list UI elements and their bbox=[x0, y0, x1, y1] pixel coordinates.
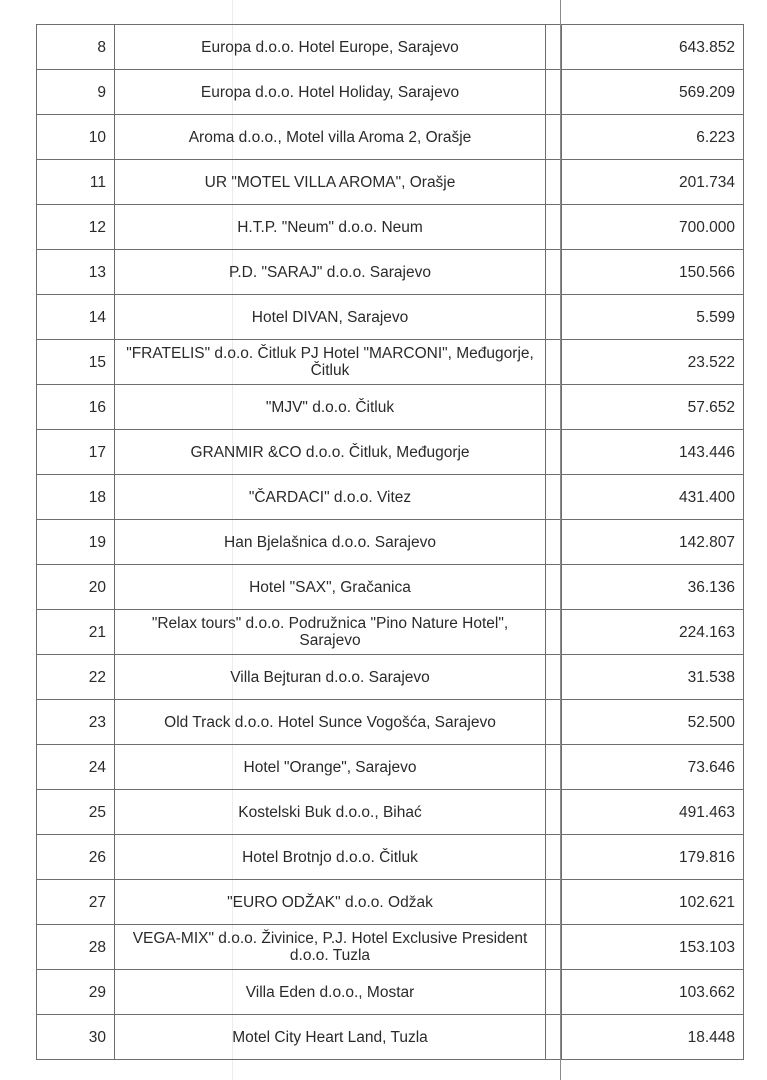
hotel-name: Villa Eden d.o.o., Mostar bbox=[115, 970, 546, 1015]
row-number: 9 bbox=[37, 70, 115, 115]
row-number: 30 bbox=[37, 1015, 115, 1060]
table-row bbox=[37, 880, 744, 925]
amount-value: 102.621 bbox=[562, 880, 744, 925]
amount-value: 5.599 bbox=[562, 295, 744, 340]
amount-value: 643.852 bbox=[562, 25, 744, 70]
amount-value: 491.463 bbox=[562, 790, 744, 835]
row-number: 29 bbox=[37, 970, 115, 1015]
row-number: 13 bbox=[37, 250, 115, 295]
amount-value: 569.209 bbox=[562, 70, 744, 115]
amount-value: 431.400 bbox=[562, 475, 744, 520]
table-row bbox=[37, 970, 744, 1015]
hotel-name: Villa Bejturan d.o.o. Sarajevo bbox=[115, 655, 546, 700]
table-row bbox=[37, 745, 744, 790]
hotel-name: "ČARDACI" d.o.o. Vitez bbox=[115, 475, 546, 520]
amount-value: 700.000 bbox=[562, 205, 744, 250]
table-row bbox=[37, 610, 744, 655]
row-number: 21 bbox=[37, 610, 115, 655]
hotel-name: Hotel Brotnjo d.o.o. Čitluk bbox=[115, 835, 546, 880]
table-row bbox=[37, 205, 744, 250]
amount-value: 52.500 bbox=[562, 700, 744, 745]
hotel-name: Motel City Heart Land, Tuzla bbox=[115, 1015, 546, 1060]
row-number: 10 bbox=[37, 115, 115, 160]
row-number: 19 bbox=[37, 520, 115, 565]
amount-value: 201.734 bbox=[562, 160, 744, 205]
table-row bbox=[37, 565, 744, 610]
table-row bbox=[37, 790, 744, 835]
table-row bbox=[37, 835, 744, 880]
hotel-name: "Relax tours" d.o.o. Podružnica "Pino Nature Hotel", Sarajevo bbox=[115, 610, 546, 655]
table-row bbox=[37, 1015, 744, 1060]
hotel-name: GRANMIR &CO d.o.o. Čitluk, Međugorje bbox=[115, 430, 546, 475]
row-number: 18 bbox=[37, 475, 115, 520]
amount-value: 224.163 bbox=[562, 610, 744, 655]
hotel-name: VEGA-MIX" d.o.o. Živinice, P.J. Hotel Exclusive President d.o.o. Tuzla bbox=[115, 925, 546, 970]
amount-value: 36.136 bbox=[562, 565, 744, 610]
row-number: 11 bbox=[37, 160, 115, 205]
table-row bbox=[37, 160, 744, 205]
table-row bbox=[37, 520, 744, 565]
amount-value: 142.807 bbox=[562, 520, 744, 565]
amount-value: 153.103 bbox=[562, 925, 744, 970]
row-number: 15 bbox=[37, 340, 115, 385]
row-number: 20 bbox=[37, 565, 115, 610]
amount-value: 150.566 bbox=[562, 250, 744, 295]
hotel-name: Han Bjelašnica d.o.o. Sarajevo bbox=[115, 520, 546, 565]
amount-value: 103.662 bbox=[562, 970, 744, 1015]
table-row bbox=[37, 385, 744, 430]
table-row bbox=[37, 340, 744, 385]
hotel-amounts-table bbox=[36, 24, 744, 1060]
hotel-name: Europa d.o.o. Hotel Holiday, Sarajevo bbox=[115, 70, 546, 115]
row-number: 14 bbox=[37, 295, 115, 340]
table-row bbox=[37, 430, 744, 475]
column-divider-line bbox=[560, 0, 561, 1080]
hotel-name: UR "MOTEL VILLA AROMA", Orašje bbox=[115, 160, 546, 205]
amount-value: 6.223 bbox=[562, 115, 744, 160]
table-body bbox=[37, 25, 744, 1060]
hotel-name: Europa d.o.o. Hotel Europe, Sarajevo bbox=[115, 25, 546, 70]
table-row bbox=[37, 655, 744, 700]
hotel-name: Hotel "SAX", Gračanica bbox=[115, 565, 546, 610]
row-number: 22 bbox=[37, 655, 115, 700]
table-row bbox=[37, 115, 744, 160]
amount-value: 179.816 bbox=[562, 835, 744, 880]
hotel-name: "FRATELIS" d.o.o. Čitluk PJ Hotel "MARCONI", Međugorje, Čitluk bbox=[115, 340, 546, 385]
row-number: 12 bbox=[37, 205, 115, 250]
table-row bbox=[37, 475, 744, 520]
hotel-name: P.D. "SARAJ" d.o.o. Sarajevo bbox=[115, 250, 546, 295]
amount-value: 57.652 bbox=[562, 385, 744, 430]
hotel-name: "EURO ODŽAK" d.o.o. Odžak bbox=[115, 880, 546, 925]
hotel-name: Old Track d.o.o. Hotel Sunce Vogošća, Sarajevo bbox=[115, 700, 546, 745]
amount-value: 23.522 bbox=[562, 340, 744, 385]
hotel-name: Hotel "Orange", Sarajevo bbox=[115, 745, 546, 790]
table-row bbox=[37, 250, 744, 295]
amount-value: 143.446 bbox=[562, 430, 744, 475]
row-number: 27 bbox=[37, 880, 115, 925]
row-number: 25 bbox=[37, 790, 115, 835]
row-number: 8 bbox=[37, 25, 115, 70]
table-row bbox=[37, 70, 744, 115]
amount-value: 31.538 bbox=[562, 655, 744, 700]
table-row bbox=[37, 25, 744, 70]
hotel-name: Hotel DIVAN, Sarajevo bbox=[115, 295, 546, 340]
hotel-name: H.T.P. "Neum" d.o.o. Neum bbox=[115, 205, 546, 250]
row-number: 16 bbox=[37, 385, 115, 430]
amount-value: 73.646 bbox=[562, 745, 744, 790]
table-row bbox=[37, 700, 744, 745]
row-number: 28 bbox=[37, 925, 115, 970]
row-number: 24 bbox=[37, 745, 115, 790]
row-number: 26 bbox=[37, 835, 115, 880]
table-row bbox=[37, 925, 744, 970]
hotel-name: Aroma d.o.o., Motel villa Aroma 2, Orašje bbox=[115, 115, 546, 160]
table-row bbox=[37, 295, 744, 340]
amount-value: 18.448 bbox=[562, 1015, 744, 1060]
hotel-name: Kostelski Buk d.o.o., Bihać bbox=[115, 790, 546, 835]
row-number: 17 bbox=[37, 430, 115, 475]
row-number: 23 bbox=[37, 700, 115, 745]
hotel-name: "MJV" d.o.o. Čitluk bbox=[115, 385, 546, 430]
